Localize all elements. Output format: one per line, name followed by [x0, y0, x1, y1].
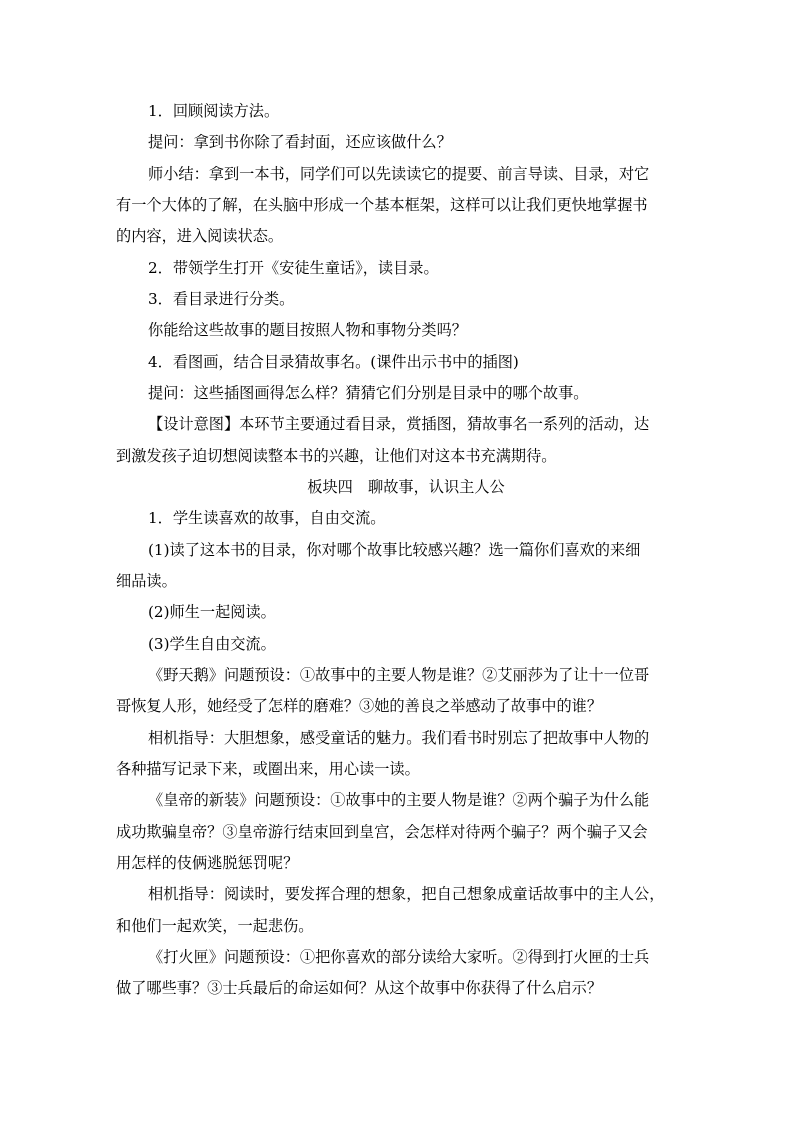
question-paragraph: 提问：拿到书你除了看封面，还应该做什么？ [148, 133, 452, 151]
illustration-question: 提问：这些插图画得怎么样？猜猜它们分别是目录中的哪个故事。 [148, 384, 589, 402]
design-intent-line-2: 到激发孩子迫切想阅读整本书的兴趣，让他们对这本书充满期待。 [116, 447, 557, 465]
emperor-questions-line-2: 成功欺骗皇帝？③皇帝游行结束回到皇宫，会怎样对待两个骗子？两个骗子又会 [116, 823, 648, 841]
sub-item-3: (3)学生自由交流。 [148, 635, 276, 653]
step-1-free-exchange: 1．学生读喜欢的故事，自由交流。 [148, 509, 386, 527]
step-1-review-method: 1．回顾阅读方法。 [148, 102, 280, 120]
guidance-1-line-1: 相机指导：大胆想象，感受童话的魅力。我们看书时别忘了把故事中人物的 [148, 729, 650, 747]
step-3-classify: 3．看目录进行分类。 [148, 290, 295, 308]
guidance-2-line-1: 相机指导：阅读时，要发挥合理的想象，把自己想象成童话故事中的主人公， [148, 885, 665, 903]
section-heading: 板块四 聊故事，认识主人公 [307, 478, 505, 496]
sub-item-1-line-1: (1)读了这本书的目录，你对哪个故事比较感兴趣？选一篇你们喜欢的来细 [148, 541, 641, 559]
sub-item-2: (2)师生一起阅读。 [148, 603, 276, 621]
emperor-questions-line-1: 《皇帝的新装》问题预设：①故事中的主要人物是谁？②两个骗子为什么能 [148, 791, 650, 809]
design-intent-line-1: 【设计意图】本环节主要通过看目录，赏插图，猜故事名一系列的活动，达 [148, 415, 650, 433]
step-2-open-book: 2．带领学生打开《安徒生童话》，读目录。 [148, 259, 439, 277]
step-4-guess-names: 4．看图画，结合目录猜故事名。(课件出示书中的插图) [148, 353, 519, 371]
teacher-summary-line-3: 的内容，进入阅读状态。 [116, 227, 284, 245]
tinderbox-questions-line-2: 做了哪些事？③士兵最后的命运如何？从这个故事中你获得了什么启示？ [116, 979, 602, 997]
teacher-summary-line-2: 有一个大体的了解，在头脑中形成一个基本框架，这样可以让我们更快地掌握书 [116, 196, 648, 214]
emperor-questions-line-3: 用怎样的伎俩逃脱惩罚呢？ [116, 854, 299, 872]
sub-item-1-line-2: 细品读。 [116, 572, 177, 590]
wild-swans-questions-line-2: 哥恢复人形，她经受了怎样的磨难？③她的善良之举感动了故事中的谁？ [116, 697, 602, 715]
guidance-2-line-2: 和他们一起欢笑，一起悲伤。 [116, 917, 314, 935]
classify-question: 你能给这些故事的题目按照人物和事物分类吗？ [148, 321, 467, 339]
guidance-1-line-2: 各种描写记录下来，或圈出来，用心读一读。 [116, 760, 420, 778]
tinderbox-questions-line-1: 《打火匣》问题预设：①把你喜欢的部分读给大家听。②得到打火匣的士兵 [148, 948, 650, 966]
wild-swans-questions-line-1: 《野天鹅》问题预设：①故事中的主要人物是谁？②艾丽莎为了让十一位哥 [148, 666, 650, 684]
teacher-summary-line-1: 师小结：拿到一本书，同学们可以先读读它的提要、前言导读、目录，对它 [148, 165, 650, 183]
